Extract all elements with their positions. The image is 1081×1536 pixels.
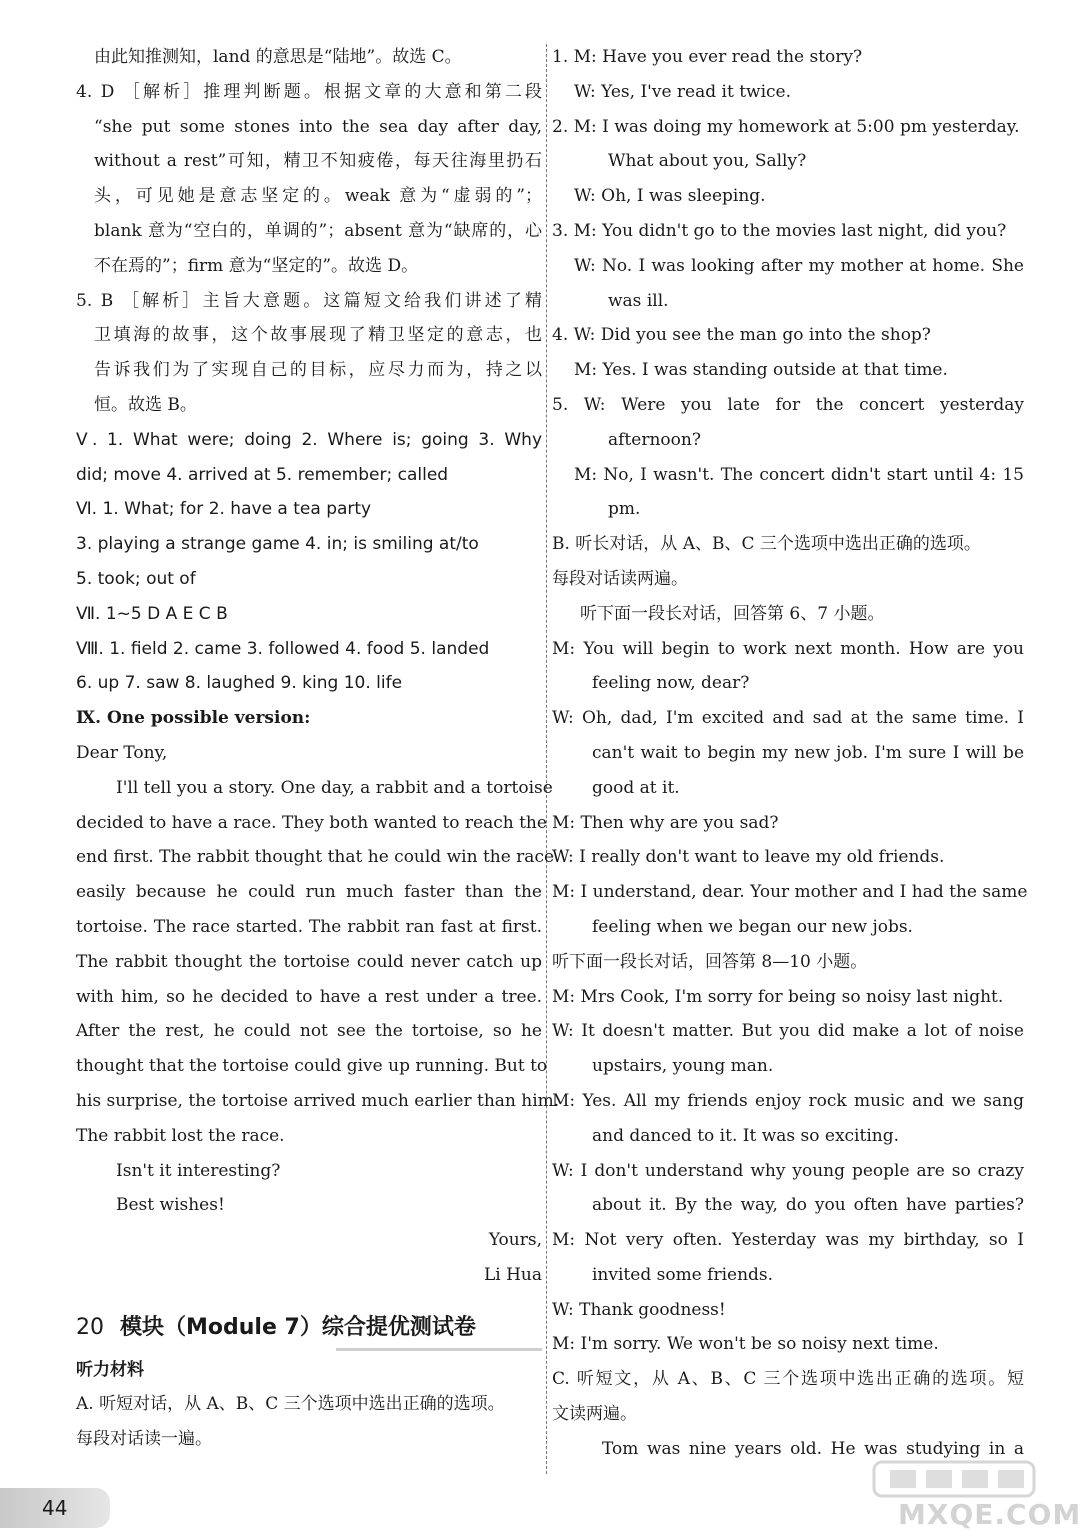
- answer-line: blank 意为“空白的，单调的”；absent 意为“缺席的，心: [94, 220, 542, 241]
- letter-line: thought that the tortoise could give up running. But to: [76, 1056, 548, 1077]
- section-instruction: 每段对话读两遍。: [552, 568, 688, 589]
- dialogue-line: and danced to it. It was so exciting.: [592, 1125, 899, 1146]
- section-instruction: 文读两遍。: [552, 1404, 637, 1425]
- answer-line: 6. up 7. saw 8. laughed 9. king 10. life: [76, 673, 403, 694]
- dialogue-line: was ill.: [608, 290, 669, 311]
- dialogue-line: feeling now, dear?: [592, 673, 750, 694]
- dialogue-line: can't wait to begin my new job. I'm sure I will be: [592, 742, 1024, 763]
- letter-signature: Li Hua: [483, 1264, 542, 1285]
- answer-line: Ⅵ. 1. What; for 2. have a tea party: [76, 499, 372, 520]
- letter-closing: Best wishes!: [116, 1195, 225, 1216]
- dialogue-line: W: I don't understand why young people are so crazy: [552, 1160, 1024, 1181]
- letter-line: The rabbit lost the race.: [76, 1125, 285, 1146]
- section-instruction: B. 听长对话，从 A、B、C 三个选项中选出正确的选项。: [552, 534, 981, 555]
- answer-line: 5. took; out of: [76, 568, 196, 589]
- answer-line: Ⅷ. 1. field 2. came 3. followed 4. food 5. landed: [76, 638, 490, 659]
- letter-line: decided to have a race. They both wanted to reach the: [76, 812, 547, 833]
- answer-line: 3. playing a strange game 4. in; is smiling at/to: [76, 534, 479, 555]
- dialogue-line: W: Thank goodness!: [552, 1299, 726, 1320]
- answer-line: Ⅴ. 1. What were; doing 2. Where is; going 3. Why: [76, 429, 542, 450]
- letter-line: tortoise. The race started. The rabbit ran fast at first.: [76, 916, 542, 937]
- letter-salutation: Dear Tony,: [76, 742, 168, 763]
- dialogue-line: M: No, I wasn't. The concert didn't start until 4: 15: [574, 464, 1024, 485]
- dialogue-line: 2. M: I was doing my homework at 5:00 pm yesterday.: [552, 116, 1020, 137]
- dialogue-line: M: Not very often. Yesterday was my birthday, so I: [552, 1230, 1024, 1251]
- watermark-text: MXQE.COM: [898, 1498, 1081, 1531]
- sample-heading: Ⅸ. One possible version:: [76, 708, 311, 729]
- dialogue-line: good at it.: [592, 777, 680, 798]
- section-instruction: 听下面一段长对话，回答第 6、7 小题。: [580, 603, 885, 624]
- dialogue-line: W: Oh, dad, I'm excited and sad at the same time. I: [552, 708, 1024, 729]
- answer-line: 告诉我们为了实现自己的目标，应尽力而为，持之以: [94, 360, 542, 381]
- answer-line: 恒。故选 B。: [94, 394, 197, 415]
- section-number: 20: [76, 1314, 104, 1340]
- dialogue-line: 5. W: Were you late for the concert yesterday: [552, 394, 1024, 415]
- answer-line: “she put some stones into the sea day after day,: [94, 116, 542, 137]
- page-number: 44: [42, 1496, 68, 1520]
- dialogue-line: W: It doesn't matter. But you did make a lot of noise: [552, 1021, 1024, 1042]
- section-instruction: 听下面一段长对话，回答第 8—10 小题。: [552, 951, 868, 972]
- answer-line: 由此知推测知，land 的意思是“陆地”。故选 C。: [94, 47, 462, 67]
- dialogue-line: about it. By the way, do you often have parties?: [592, 1195, 1024, 1216]
- dialogue-line: invited some friends.: [592, 1264, 774, 1285]
- dialogue-line: 1. M: Have you ever read the story?: [552, 47, 863, 67]
- right-column: [552, 40, 1028, 1467]
- section-title-text: 模块（Module 7）综合提优测试卷: [120, 1314, 476, 1340]
- letter-line: The rabbit thought the tortoise could never catch up: [76, 951, 542, 972]
- answer-line: 头，可见她是意志坚定的。weak 意为“虚弱的”；: [94, 186, 542, 207]
- dialogue-line: M: Yes. All my friends enjoy rock music and we sang: [552, 1090, 1024, 1111]
- listening-instruction: A. 听短对话，从 A、B、C 三个选项中选出正确的选项。: [76, 1394, 505, 1415]
- listening-instruction: 每段对话读一遍。: [76, 1429, 212, 1450]
- dialogue-line: M: I understand, dear. Your mother and I had the same: [552, 882, 1028, 903]
- letter-line: After the rest, he could not see the tortoise, so he: [76, 1021, 542, 1042]
- dialogue-line: W: Oh, I was sleeping.: [574, 186, 766, 207]
- title-underline: [336, 1348, 542, 1351]
- answer-line: 不在焉的”；firm 意为“坚定的”。故选 D。: [94, 255, 419, 276]
- section-title: [76, 1303, 542, 1353]
- answer-line: Ⅶ. 1~5 D A E C B: [76, 603, 228, 624]
- dialogue-line: W: Yes, I've read it twice.: [574, 81, 792, 102]
- dialogue-line: feeling when we began our new jobs.: [592, 916, 913, 937]
- passage-line: Tom was nine years old. He was studying in a: [602, 1438, 1024, 1459]
- dialogue-line: M: Mrs Cook, I'm sorry for being so noisy last night.: [552, 986, 1004, 1007]
- letter-line: with him, so he decided to have a rest under a tree.: [76, 986, 542, 1007]
- dialogue-line: W: No. I was looking after my mother at home. She: [574, 255, 1024, 276]
- answer-line: 5. B ［解析］主旨大意题。这篇短文给我们讲述了精: [76, 290, 542, 311]
- dialogue-line: M: Then why are you sad?: [552, 812, 779, 833]
- letter-line: easily because he could run much faster than the: [76, 882, 542, 903]
- answer-line: 卫填海的故事，这个故事展现了精卫坚定的意志，也: [94, 325, 542, 346]
- dialogue-line: pm.: [608, 499, 641, 520]
- letter-line: end first. The rabbit thought that he could win the race: [76, 847, 555, 868]
- dialogue-line: W: I really don't want to leave my old friends.: [552, 847, 945, 868]
- letter-line: I'll tell you a story. One day, a rabbit and a tortoise: [116, 777, 553, 798]
- dialogue-line: M: You will begin to work next month. How are you: [552, 638, 1024, 659]
- letter-closing: Yours,: [488, 1230, 542, 1251]
- letter-line: Isn't it interesting?: [116, 1160, 281, 1181]
- letter-line: his surprise, the tortoise arrived much earlier than him.: [76, 1090, 560, 1111]
- answer-line: without a rest”可知，精卫不知疲倦，每天往海里扔石: [94, 151, 542, 172]
- column-divider: [546, 44, 547, 1474]
- left-column: [76, 40, 560, 1457]
- dialogue-line: upstairs, young man.: [592, 1056, 774, 1077]
- dialogue-line: 4. W: Did you see the man go into the shop?: [552, 325, 931, 346]
- dialogue-line: What about you, Sally?: [608, 151, 807, 172]
- dialogue-line: afternoon?: [608, 429, 701, 450]
- dialogue-line: 3. M: You didn't go to the movies last night, did you?: [552, 220, 1007, 241]
- dialogue-line: M: Yes. I was standing outside at that time.: [574, 360, 948, 381]
- listening-heading: 听力材料: [76, 1359, 144, 1380]
- answer-line: did; move 4. arrived at 5. remember; called: [76, 464, 449, 485]
- dialogue-line: M: I'm sorry. We won't be so noisy next time.: [552, 1334, 939, 1355]
- section-instruction: C. 听短文，从 A、B、C 三个选项中选出正确的选项。短: [552, 1369, 1024, 1390]
- answer-line: 4. D ［解析］推理判断题。根据文章的大意和第二段: [76, 81, 543, 102]
- watermark-logo: [868, 1458, 1081, 1532]
